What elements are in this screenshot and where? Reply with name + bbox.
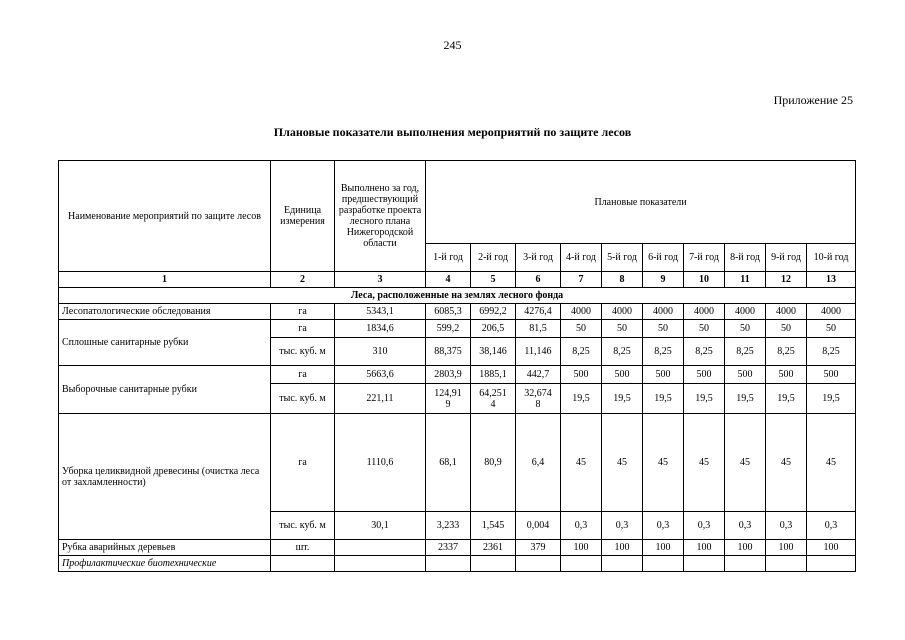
value-cell: 19,5 bbox=[602, 384, 643, 414]
value-cell: 45 bbox=[643, 414, 684, 512]
empty-cell bbox=[766, 556, 807, 572]
value-cell: 124,91 9 bbox=[426, 384, 471, 414]
value-cell: 8,25 bbox=[561, 338, 602, 366]
value-cell: 500 bbox=[766, 366, 807, 384]
value-cell: 2803,9 bbox=[426, 366, 471, 384]
value-cell: 19,5 bbox=[643, 384, 684, 414]
empty-cell bbox=[684, 556, 725, 572]
header-year: 10-й год bbox=[807, 244, 856, 272]
value-cell: 0,3 bbox=[602, 512, 643, 540]
value-cell: 0,3 bbox=[643, 512, 684, 540]
value-cell: 68,1 bbox=[426, 414, 471, 512]
column-number: 7 bbox=[561, 272, 602, 288]
value-cell: 11,146 bbox=[516, 338, 561, 366]
header-year: 2-й год bbox=[471, 244, 516, 272]
header-year: 1-й год bbox=[426, 244, 471, 272]
value-cell: 500 bbox=[684, 366, 725, 384]
value-cell: 100 bbox=[602, 540, 643, 556]
page-number: 245 bbox=[443, 38, 462, 52]
empty-cell bbox=[426, 556, 471, 572]
value-cell: 50 bbox=[766, 320, 807, 338]
value-cell: 30,1 bbox=[335, 512, 426, 540]
value-cell: 8,25 bbox=[725, 338, 766, 366]
activity-name: Лесопатологические обследования bbox=[59, 304, 271, 320]
value-cell: 6085,3 bbox=[426, 304, 471, 320]
unit-cell: шт. bbox=[271, 540, 335, 556]
value-cell: 100 bbox=[643, 540, 684, 556]
header-year: 7-й год bbox=[684, 244, 725, 272]
header-previous-year: Выполнено за год, предшествующий разработке проекта лесного плана Нижегородской области bbox=[335, 161, 426, 272]
value-cell: 599,2 bbox=[426, 320, 471, 338]
value-cell: 4000 bbox=[643, 304, 684, 320]
value-cell: 4276,4 bbox=[516, 304, 561, 320]
value-cell: 45 bbox=[602, 414, 643, 512]
unit-cell: га bbox=[271, 366, 335, 384]
value-cell: 310 bbox=[335, 338, 426, 366]
column-number: 9 bbox=[643, 272, 684, 288]
value-cell: 0,3 bbox=[684, 512, 725, 540]
value-cell: 4000 bbox=[766, 304, 807, 320]
value-cell: 379 bbox=[516, 540, 561, 556]
value-cell: 0,004 bbox=[516, 512, 561, 540]
column-number: 1 bbox=[59, 272, 271, 288]
value-cell: 32,674 8 bbox=[516, 384, 561, 414]
column-number: 3 bbox=[335, 272, 426, 288]
value-cell: 19,5 bbox=[725, 384, 766, 414]
empty-cell bbox=[471, 556, 516, 572]
value-cell: 4000 bbox=[725, 304, 766, 320]
column-number: 8 bbox=[602, 272, 643, 288]
activity-name: Профилактические биотехнические bbox=[59, 556, 271, 572]
document-title: Плановые показатели выполнения мероприятий по защите лесов bbox=[273, 125, 632, 139]
column-number-row bbox=[59, 272, 856, 288]
value-cell: 4000 bbox=[807, 304, 856, 320]
value-cell: 45 bbox=[807, 414, 856, 512]
value-cell: 45 bbox=[684, 414, 725, 512]
value-cell: 8,25 bbox=[807, 338, 856, 366]
value-cell: 0,3 bbox=[725, 512, 766, 540]
value-cell: 45 bbox=[725, 414, 766, 512]
value-cell: 50 bbox=[643, 320, 684, 338]
value-cell: 1110,6 bbox=[335, 414, 426, 512]
value-cell: 221,11 bbox=[335, 384, 426, 414]
header-year: 9-й год bbox=[766, 244, 807, 272]
empty-cell bbox=[602, 556, 643, 572]
value-cell: 100 bbox=[766, 540, 807, 556]
value-cell: 0,3 bbox=[766, 512, 807, 540]
value-cell: 442,7 bbox=[516, 366, 561, 384]
empty-cell bbox=[807, 556, 856, 572]
value-cell: 45 bbox=[561, 414, 602, 512]
value-cell: 4000 bbox=[602, 304, 643, 320]
unit-cell: га bbox=[271, 414, 335, 512]
activity-name: Выборочные санитарные рубки bbox=[59, 366, 271, 414]
value-cell: 500 bbox=[561, 366, 602, 384]
value-cell: 50 bbox=[561, 320, 602, 338]
value-cell: 50 bbox=[684, 320, 725, 338]
column-number: 13 bbox=[807, 272, 856, 288]
value-cell: 500 bbox=[807, 366, 856, 384]
value-cell: 19,5 bbox=[766, 384, 807, 414]
value-cell: 4000 bbox=[561, 304, 602, 320]
value-cell: 1885,1 bbox=[471, 366, 516, 384]
value-cell: 5663,6 bbox=[335, 366, 426, 384]
value-cell: 8,25 bbox=[684, 338, 725, 366]
column-number: 6 bbox=[516, 272, 561, 288]
header-year: 8-й год bbox=[725, 244, 766, 272]
value-cell: 19,5 bbox=[684, 384, 725, 414]
forest-protection-table bbox=[58, 160, 856, 572]
header-planned-indicators: Плановые показатели bbox=[426, 161, 856, 244]
empty-cell bbox=[725, 556, 766, 572]
value-cell: 1834,6 bbox=[335, 320, 426, 338]
table-row bbox=[59, 304, 856, 320]
value-cell: 100 bbox=[684, 540, 725, 556]
value-cell: 100 bbox=[561, 540, 602, 556]
value-cell: 206,5 bbox=[471, 320, 516, 338]
empty-cell bbox=[335, 556, 426, 572]
value-cell: 64,251 4 bbox=[471, 384, 516, 414]
value-cell: 500 bbox=[725, 366, 766, 384]
table-row bbox=[59, 540, 856, 556]
section-title: Леса, расположенные на землях лесного фонда bbox=[59, 288, 856, 304]
column-number: 5 bbox=[471, 272, 516, 288]
value-cell: 2337 bbox=[426, 540, 471, 556]
unit-cell: тыс. куб. м bbox=[271, 384, 335, 414]
unit-cell: га bbox=[271, 304, 335, 320]
empty-cell bbox=[516, 556, 561, 572]
table-row bbox=[59, 366, 856, 384]
value-cell: 3,233 bbox=[426, 512, 471, 540]
value-cell: 1,545 bbox=[471, 512, 516, 540]
value-cell: 88,375 bbox=[426, 338, 471, 366]
column-number: 2 bbox=[271, 272, 335, 288]
value-cell bbox=[335, 540, 426, 556]
empty-cell bbox=[271, 556, 335, 572]
value-cell: 5343,1 bbox=[335, 304, 426, 320]
empty-cell bbox=[561, 556, 602, 572]
value-cell: 100 bbox=[807, 540, 856, 556]
value-cell: 500 bbox=[643, 366, 684, 384]
value-cell: 0,3 bbox=[561, 512, 602, 540]
value-cell: 2361 bbox=[471, 540, 516, 556]
value-cell: 500 bbox=[602, 366, 643, 384]
value-cell: 6992,2 bbox=[471, 304, 516, 320]
value-cell: 8,25 bbox=[766, 338, 807, 366]
header-year: 6-й год bbox=[643, 244, 684, 272]
value-cell: 8,25 bbox=[643, 338, 684, 366]
unit-cell: тыс. куб. м bbox=[271, 338, 335, 366]
value-cell: 81,5 bbox=[516, 320, 561, 338]
activity-name: Сплошные санитарные рубки bbox=[59, 320, 271, 366]
unit-cell: тыс. куб. м bbox=[271, 512, 335, 540]
table-row bbox=[59, 320, 856, 338]
header-unit: Единица измерения bbox=[271, 161, 335, 272]
header-year: 4-й год bbox=[561, 244, 602, 272]
column-number: 10 bbox=[684, 272, 725, 288]
value-cell: 50 bbox=[807, 320, 856, 338]
appendix-label: Приложение 25 bbox=[773, 93, 853, 107]
activity-name: Рубка аварийных деревьев bbox=[59, 540, 271, 556]
value-cell: 4000 bbox=[684, 304, 725, 320]
value-cell: 6,4 bbox=[516, 414, 561, 512]
value-cell: 19,5 bbox=[561, 384, 602, 414]
header-year: 3-й год bbox=[516, 244, 561, 272]
value-cell: 0,3 bbox=[807, 512, 856, 540]
value-cell: 8,25 bbox=[602, 338, 643, 366]
column-number: 11 bbox=[725, 272, 766, 288]
value-cell: 50 bbox=[725, 320, 766, 338]
header-year: 5-й год bbox=[602, 244, 643, 272]
table-row bbox=[59, 556, 856, 572]
column-number: 4 bbox=[426, 272, 471, 288]
header-activity-name: Наименование мероприятий по защите лесов bbox=[59, 161, 271, 272]
column-number: 12 bbox=[766, 272, 807, 288]
empty-cell bbox=[643, 556, 684, 572]
value-cell: 100 bbox=[725, 540, 766, 556]
value-cell: 38,146 bbox=[471, 338, 516, 366]
value-cell: 19,5 bbox=[807, 384, 856, 414]
value-cell: 50 bbox=[602, 320, 643, 338]
value-cell: 45 bbox=[766, 414, 807, 512]
value-cell: 80,9 bbox=[471, 414, 516, 512]
activity-name: Уборка целиквидной древесины (очистка леса от захламленности) bbox=[59, 414, 271, 540]
table-row bbox=[59, 414, 856, 512]
unit-cell: га bbox=[271, 320, 335, 338]
